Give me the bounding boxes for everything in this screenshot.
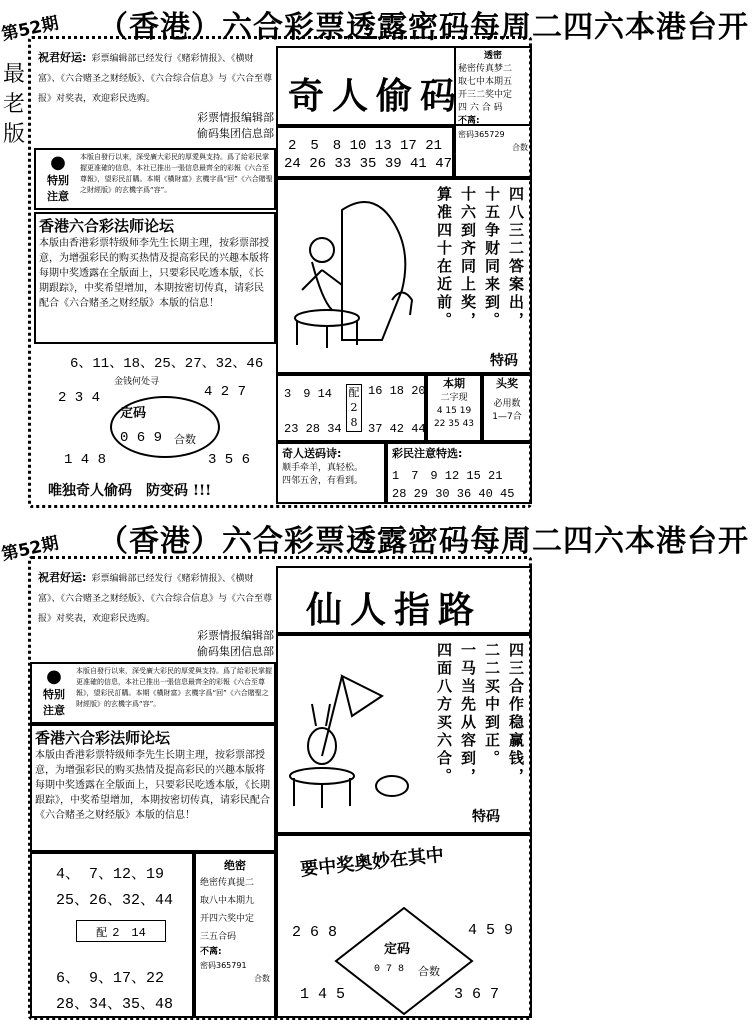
- main-title-box-2: [276, 566, 532, 634]
- diamond-right-bottom: 3 6 7: [454, 986, 500, 1003]
- verse-col-b4: 四面八方买六合。: [435, 642, 453, 786]
- diamond-right-top: 4 5 9: [468, 922, 514, 939]
- this-issue-box: 本期 二字现 4 15 19 22 35 43: [426, 374, 482, 442]
- group-row-1: 4、 7、12、19: [56, 866, 165, 883]
- page-header-2: （香港）六合彩票透露密码每周二四六本港台开: [98, 524, 749, 559]
- diamond-left-bottom: 1 4 5: [300, 986, 346, 1003]
- paired-right-top: 16 18 20: [368, 384, 426, 398]
- first-prize-box: 头奖 必用数 1—7合: [482, 374, 532, 442]
- secret-line-4: 四 六 合 码: [458, 103, 503, 113]
- verse-col-3: 十六到齐同上奖，: [459, 186, 477, 330]
- diagram-center-numbers: 0 6 9: [120, 430, 163, 446]
- diamond-panel: [276, 834, 532, 1018]
- group-row-4: 28、34、35、48: [56, 996, 174, 1013]
- number-diagram: [34, 346, 276, 506]
- special-label: 特码: [490, 353, 518, 369]
- rock-figure-illustration: [282, 190, 432, 350]
- secret-never-label: 不离:: [458, 116, 480, 126]
- diagram-right-bottom: 3 5 6: [208, 452, 251, 468]
- secret-box: [454, 46, 532, 178]
- secret-line-2: 取七中本期五: [458, 77, 513, 87]
- forum-block: [34, 212, 276, 344]
- secret-never-suffix: 合数: [512, 143, 528, 152]
- diagram-left-top: 2 3 4: [58, 390, 101, 406]
- paired-left-bottom: 23 28 34: [284, 422, 342, 436]
- secret-line-1: 秘密传真梦二: [458, 64, 513, 74]
- number-rows-box: [276, 126, 454, 178]
- diagram-arc-text: 金钱何处寻: [114, 377, 160, 387]
- wish-text: 彩票编辑部已经发行《赌彩情报》、《横财富》、《六合赌圣之财经版》、《六合综合信息》与《六合至尊报》对奖表，欢迎彩民选购。: [38, 54, 273, 104]
- number-row-1: 2 5 8 10 13 17 21: [288, 138, 443, 154]
- arc-text: 要中奖奥妙在其中: [299, 844, 445, 881]
- diagram-top-numbers: 6、11、18、25、27、32、46: [70, 356, 264, 372]
- diagram-footer: 唯独奇人偷码 防变码 !!!: [48, 483, 212, 499]
- paired-numbers-box: [276, 374, 426, 442]
- notice-block: [34, 148, 276, 210]
- main-title: 奇人偷码: [288, 75, 465, 117]
- secret-title: 透密: [483, 51, 502, 61]
- issue-number-2: 第52期: [0, 533, 61, 565]
- paired-left-top: 3 9 14: [284, 387, 333, 401]
- secret-box-2: 绝密 绝密传真提二 取八中本期九 开四六奖中定 三五合码 不离: 密码365791 合数: [194, 852, 276, 1018]
- main-title-2: 仙人指路: [306, 589, 483, 631]
- wish-sign-1: 彩票情报编辑部: [197, 111, 274, 124]
- wish-block-2: 祝君好运: 彩票编辑部已经发行《赌彩情报》、《横财富》、《六合赌圣之财经版》、《六合综合信息》与《六合至尊报》对奖表，欢迎彩民选购。 彩票情报编辑部 偷码集团信息部: [38, 571, 274, 658]
- verse-col-b3: 一马当先从容到，: [459, 642, 477, 786]
- diamond-center-label: 定码: [384, 942, 411, 957]
- diamond-center-suffix: 合数: [418, 965, 440, 978]
- verse-col-2: 十五争财同来到。: [483, 186, 501, 330]
- notice-block-2: ● 特别 注意 本版自發行以來，深受廣大彩民的厚愛與支持。爲了給彩民掌握更准確的信息，本社已推出一張信息最齊全的彩報《六合至尊報》，望彩民訂購。本期《橫財富》玄機字爲“回”《六合賭聖之財經版》的玄機字爲“容”。: [30, 662, 276, 724]
- notice-label: ● 特别 注意: [38, 152, 78, 208]
- wish-label: 祝君好运:: [38, 51, 87, 64]
- diamond-shape: [334, 906, 474, 1016]
- poem-box: 奇人送码诗: 顺手牵羊，真轻松。 四邻五舍，有看到。: [276, 442, 386, 504]
- diamond-left-top: 2 6 8: [292, 924, 338, 941]
- number-row-2: 24 26 33 35 39 41 47: [284, 156, 453, 172]
- bomb-icon: ●: [50, 152, 66, 173]
- special-label-2: 特码: [472, 809, 500, 825]
- pair-box: 配 2 14: [76, 920, 166, 942]
- secret-never-value: 密码365729: [458, 130, 505, 139]
- diamond-center-numbers: 0 7 8: [374, 964, 405, 975]
- diagram-center-suffix: 合数: [174, 433, 196, 446]
- paired-right-bottom: 37 42 44: [368, 422, 426, 436]
- verse-col-4: 算准四十在近前。: [435, 186, 453, 330]
- paired-mid: 配 2 8: [346, 384, 362, 432]
- wish-sign-2: 偷码集团信息部: [197, 127, 274, 140]
- side-label: 最 老 版: [2, 62, 25, 147]
- wish-block: [38, 46, 274, 146]
- issue-number: 第52期: [0, 13, 61, 45]
- diagram-left-bottom: 1 4 8: [64, 452, 107, 468]
- diagram-right-top: 4 2 7: [204, 384, 247, 400]
- diagram-center-label: 定码: [120, 406, 147, 421]
- forum-text: 本版由香港彩票特级师李先生长期主理，按彩票部授意，为增强彩民的购买热情及提高彩民的兴趣本版将每期中奖透露在全版面上，只要彩民吃透本版，《长期跟踪》，中奖希望增加，本期按密切传真，请彩民配合《六合赌圣之财经版》本版的信息！: [39, 238, 269, 309]
- illustration-panel: [276, 178, 532, 374]
- forum-title: 香港六合彩法师论坛: [39, 217, 175, 235]
- secret-line-3: 开三二奖中定: [458, 90, 513, 100]
- verse-col-b1: 四三合作稳赢钱，: [507, 642, 525, 786]
- groups-box: [30, 852, 194, 1018]
- verse-col-1: 四八三二答案出，: [507, 186, 525, 330]
- group-row-3: 6、 9、17、22: [56, 970, 165, 987]
- group-row-2: 25、26、32、44: [56, 892, 174, 909]
- picks-box: 彩民注意特选: 1 7 9 12 15 21 28 29 30 36 40 45: [386, 442, 532, 504]
- bomb-icon: ●: [46, 666, 62, 687]
- verse-col-b2: 二二买中到正。: [483, 642, 501, 768]
- page-header: （香港）六合彩票透露密码每周二四六本港台开: [98, 10, 749, 45]
- rabbit-flag-illustration: [282, 656, 432, 816]
- forum-block-2: 香港六合彩法师论坛 本版由香港彩票特级师李先生长期主理，按彩票部授意，为增强彩民的购买热情及提高彩民的兴趣本版将每期中奖透露在全版面上，只要彩民吃透本版，《长期跟踪》，中奖希望增加，本期按密切传真，请彩民配合《六合赌圣之财经版》本版的信息！: [30, 724, 276, 852]
- notice-text: 本版自發行以來，深受廣大彩民的厚愛與支持。爲了給彩民掌握更准確的信息，本社已推出一張信息最齊全的彩報《六合至尊報》，望彩民訂購。本期《橫財富》玄機字爲“回”《六合賭聖之財經版》的玄機字爲“容”。: [80, 153, 273, 194]
- illustration-panel-2: [276, 634, 532, 834]
